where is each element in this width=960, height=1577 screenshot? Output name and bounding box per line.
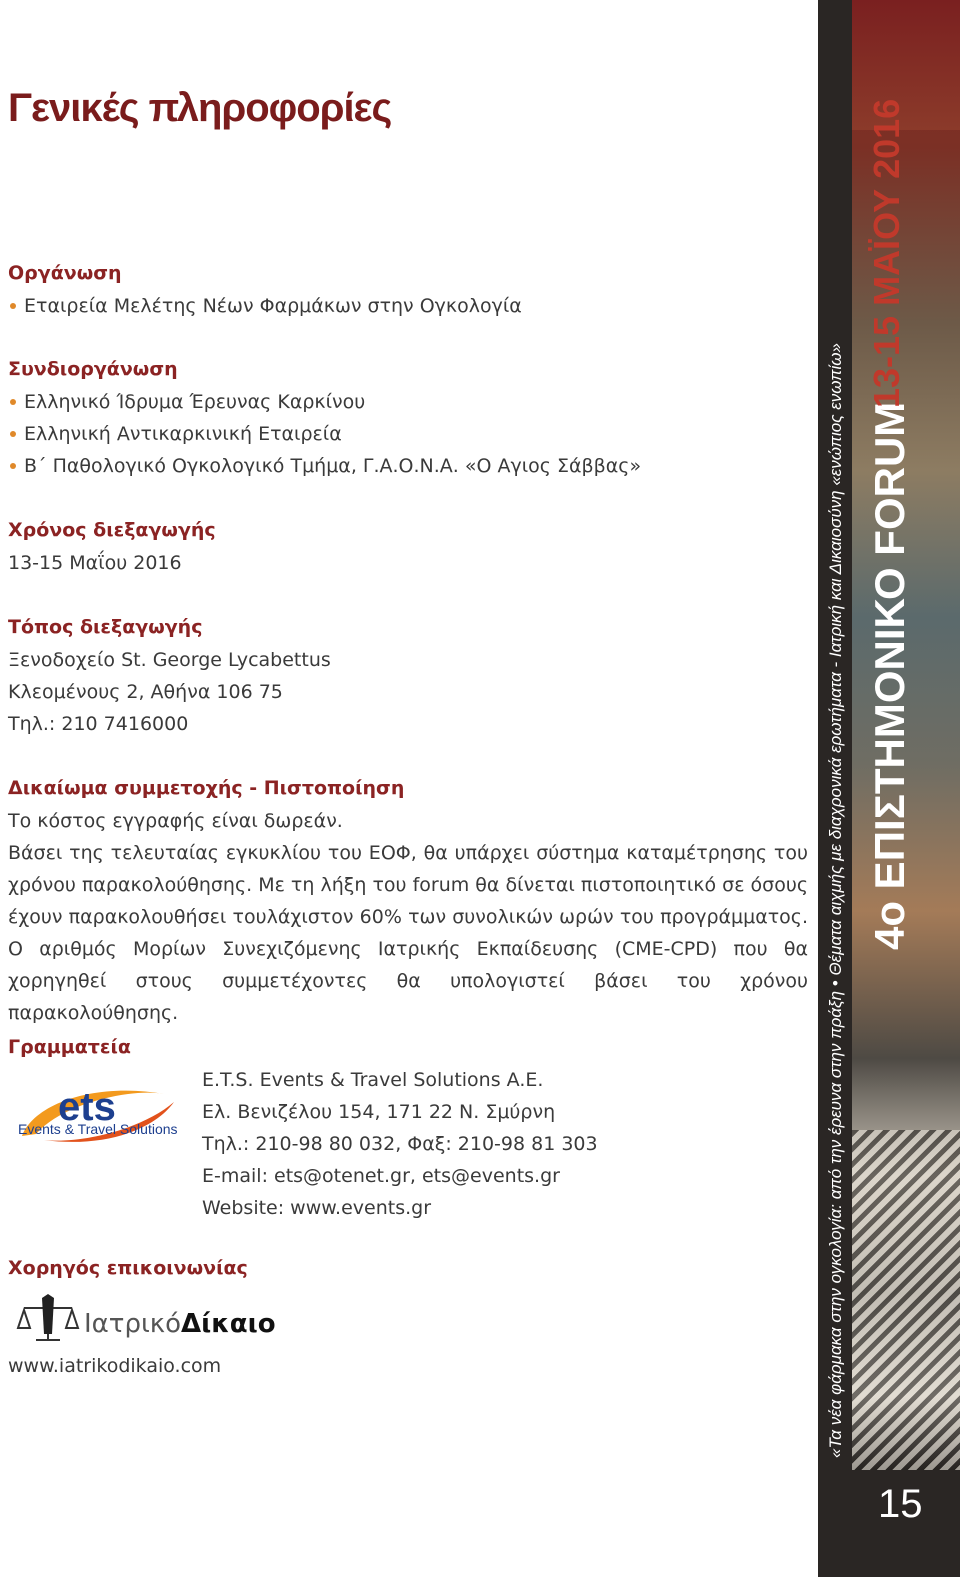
iatriko-dikaio-logo	[12, 1294, 282, 1348]
ets-logo	[14, 1078, 184, 1150]
co-organization-item: Β΄ Παθολογικό Ογκολογικό Τμήμα, Γ.Α.Ο.Ν.Α. «Ο Αγιος Σάββας»	[8, 450, 808, 482]
co-organization-item: Ελληνικό Ίδρυμα Έρευνας Καρκίνου	[8, 386, 808, 418]
organization-heading: Οργάνωση	[8, 262, 122, 284]
media-sponsor-url[interactable]: www.iatrikodikaio.com	[8, 1355, 222, 1377]
secretariat-line: Τηλ.: 210-98 80 032, Φαξ: 210-98 81 303	[202, 1133, 598, 1155]
secretariat-line: Ελ. Βενιζέλου 154, 171 22 Ν. Σμύρνη	[202, 1101, 556, 1123]
banner-forum-title: 4ο ΕΠΙΣΤΗΜΟΝΙΚΟ FORUM	[866, 401, 913, 950]
co-organization-item: Ελληνική Αντικαρκινική Εταιρεία	[8, 418, 808, 450]
secretariat-details	[202, 1064, 598, 1224]
participation-cost: Το κόστος εγγραφής είναι δωρεάν.	[8, 810, 343, 832]
secretariat-heading: Γραμματεία	[8, 1036, 131, 1058]
venue-heading: Τόπος διεξαγωγής	[8, 616, 203, 638]
banner-tagline: «Τα νέα φάρμακα στην ογκολογία: από την έρευνα στην πράξη • Θέματα αιχμής με διαχρονικά ερωτήματα - Ιατρική και Δικαιοσύνη «ενώπιος ενωπίω»	[826, 343, 845, 1458]
date-value: 13-15 Μαΐου 2016	[8, 552, 182, 574]
organization-item: Εταιρεία Μελέτης Νέων Φαρμάκων στην Ογκολογία	[8, 290, 808, 322]
page-number: 15	[878, 1482, 923, 1526]
participation-heading: Δικαίωμα συμμετοχής - Πιστοποίηση	[8, 777, 405, 799]
ets-logo-subtext: Events & Travel Solutions	[18, 1121, 178, 1137]
secretariat-email[interactable]: E-mail: ets@otenet.gr, ets@events.gr	[202, 1165, 560, 1187]
svg-text:ΙατρικόΔίκαιο	[84, 1309, 276, 1339]
date-heading: Χρόνος διεξαγωγής	[8, 519, 216, 541]
participation-paragraph: Βάσει της τελευταίας εγκυκλίου του ΕΟΦ, θα υπάρχει σύστημα καταμέτρησης του χρόνου παρακολούθησης. Με τη λήξη του forum θα δίνεται πιστοποιητικό σε όσους έχουν παρακολουθήσει τουλάχιστον 60% των συνολικών ωρών του προγράμματος. Ο αριθμός Μορίων Συνεχιζόμενης Ιατρικής Εκπαίδευσης (CME-CPD) που θα χορηγηθεί στους συμμετέχοντες θα υπολογιστεί βάσει του χρόνου παρακολούθησης.	[8, 842, 808, 1024]
page-title: Γενικές πληροφορίες	[8, 86, 392, 130]
venue-line: Κλεομένους 2, Αθήνα 106 75	[8, 681, 283, 703]
secretariat-website[interactable]: Website: www.events.gr	[202, 1197, 432, 1219]
logo-text-bold: Δίκαιο	[181, 1309, 276, 1339]
banner-figure-texture	[852, 1130, 960, 1470]
banner-dates: 13-15 ΜΑΪΟΥ 2016	[866, 98, 907, 408]
co-organization-heading: Συνδιοργάνωση	[8, 358, 178, 380]
media-sponsor-heading: Χορηγός επικοινωνίας	[8, 1257, 248, 1279]
ets-logo-text: ets	[58, 1085, 116, 1129]
secretariat-line: E.T.S. Events & Travel Solutions A.E.	[202, 1069, 544, 1091]
venue-line: Ξενοδοχείο St. George Lycabettus	[8, 649, 331, 671]
logo-text-light: Ιατρικό	[84, 1309, 181, 1339]
venue-line: Τηλ.: 210 7416000	[8, 713, 189, 735]
